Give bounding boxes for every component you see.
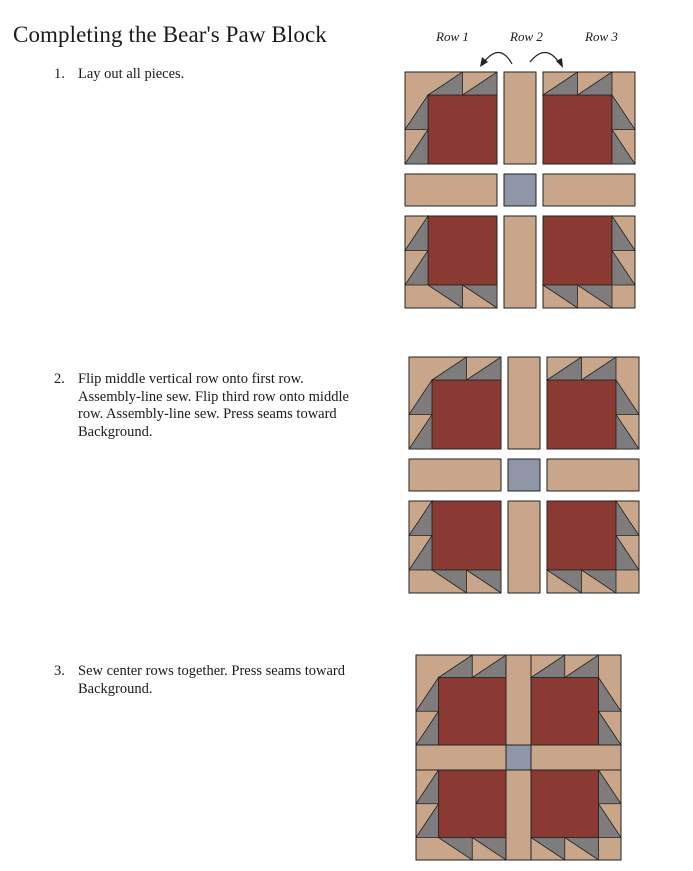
sashing-strip: [531, 745, 621, 770]
sashing-strip: [543, 174, 635, 206]
paw-square: [439, 678, 507, 746]
center-square: [508, 459, 540, 491]
sashing-strip: [508, 357, 540, 449]
paw-square: [547, 501, 616, 570]
paw-square: [543, 216, 612, 285]
sashing-strip: [504, 216, 536, 308]
paw-square: [543, 95, 612, 164]
sashing-strip: [416, 745, 506, 770]
row-3-label: Row 3: [585, 29, 618, 44]
paw-square: [439, 770, 507, 838]
row-2-label: Row 2: [510, 29, 543, 44]
paw-square: [428, 95, 497, 164]
paw-square: [547, 380, 616, 449]
paw-square: [432, 380, 501, 449]
sashing-strip: [409, 459, 501, 491]
paw-square: [531, 770, 599, 838]
step-text: Lay out all pieces.: [78, 66, 185, 82]
sashing-strip: [547, 459, 639, 491]
sashing-strip: [508, 501, 540, 593]
step-number: 3.: [54, 663, 65, 679]
layout-diagram: [405, 72, 637, 312]
sashing-strip: [504, 72, 536, 164]
step-number: 2.: [54, 371, 65, 387]
flip-arrows: [470, 40, 580, 70]
center-square: [506, 745, 531, 770]
page-title: Completing the Bear's Paw Block: [13, 22, 327, 47]
sashing-strip: [506, 770, 531, 860]
completed-block-diagram: [416, 655, 623, 860]
step-text: Sew center rows together. Press seams toward Background.: [78, 663, 345, 697]
flipped-rows-diagram: [409, 357, 641, 597]
paw-square: [428, 216, 497, 285]
step-text: Flip middle vertical row onto first row. Assembly-line sew. Flip third row onto middle row. Assembly-line sew. Press seams toward Background.: [78, 371, 349, 440]
row-1-label: Row 1: [436, 29, 469, 44]
center-square: [504, 174, 536, 206]
paw-square: [432, 501, 501, 570]
sashing-strip: [506, 655, 531, 745]
paw-square: [531, 678, 599, 746]
step-number: 1.: [54, 66, 65, 82]
sashing-strip: [405, 174, 497, 206]
